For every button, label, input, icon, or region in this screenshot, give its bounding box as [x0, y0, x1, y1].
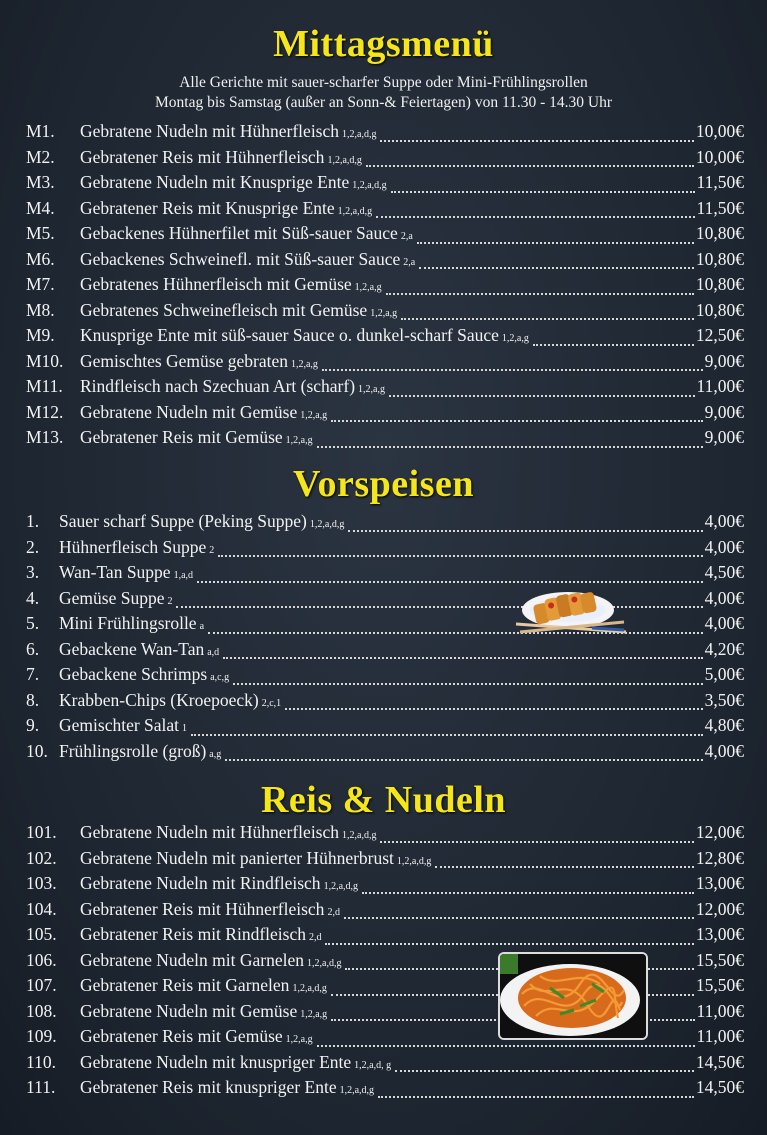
menu-item [26, 741, 744, 767]
item-number: 107. [26, 975, 57, 995]
dot-leader [191, 733, 703, 736]
item-name: Gebratener Reis mit Rindfleisch [80, 924, 306, 944]
menu-item [26, 639, 744, 665]
allergen-codes: 1,2,a,d,g [339, 1085, 375, 1096]
fried-noodles-photo [498, 952, 648, 1040]
item-name: Krabben-Chips (Kroepoeck) [59, 689, 259, 710]
dot-leader [325, 942, 693, 945]
item-number: 102. [26, 847, 57, 868]
item-price: 4,00€ [704, 511, 744, 531]
menu-item [26, 147, 744, 173]
item-name: Gebratener Reis mit Gemüse [80, 427, 283, 447]
menu-item [26, 1077, 744, 1103]
allergen-codes: 2,a [403, 256, 416, 268]
item-name: Gebratener Reis mit Hühnerfleisch [80, 898, 325, 919]
dot-leader [386, 292, 694, 295]
item-number: M6. [26, 248, 55, 269]
item-number: 6. [26, 638, 40, 659]
allergen-codes: 1,2,a,d,g [292, 983, 327, 994]
mittag-list [26, 121, 744, 453]
dot-leader [317, 1044, 695, 1047]
item-number: M4. [26, 197, 55, 218]
allergen-codes: 2 [167, 595, 173, 607]
item-price: 4,50€ [704, 562, 744, 582]
dot-leader [344, 916, 694, 919]
allergen-codes: 1,2,a,d,g [309, 519, 345, 530]
dot-leader [533, 343, 694, 346]
menu-item [26, 715, 744, 741]
menu-item [26, 300, 744, 326]
menu-item [26, 924, 744, 950]
dot-leader [225, 758, 702, 761]
item-number: 10. [26, 740, 48, 761]
allergen-codes: a,c,g [210, 672, 230, 683]
menu-item [26, 537, 744, 563]
item-number: 5. [26, 613, 40, 633]
dot-leader [362, 891, 694, 894]
allergen-codes: 1 [182, 723, 188, 734]
item-price: 13,00€ [695, 873, 744, 893]
dot-leader [401, 317, 694, 320]
item-number: 8. [26, 689, 40, 710]
item-price: 11,00€ [696, 1000, 744, 1021]
menu-item [26, 274, 744, 300]
item-number: M2. [26, 146, 55, 167]
item-price: 12,00€ [695, 898, 744, 919]
allergen-codes: 1,2,a,g [290, 358, 318, 370]
item-name: Gemüse Suppe [59, 587, 165, 608]
item-price: 10,80€ [695, 299, 744, 320]
item-name: Gemischtes Gemüse gebraten [80, 350, 288, 371]
menu-item [26, 427, 744, 453]
allergen-codes: a [199, 621, 205, 632]
item-number: 1. [26, 511, 40, 531]
item-price: 11,50€ [696, 197, 744, 218]
item-name: Gemischter Salat [59, 715, 180, 735]
allergen-codes: 1,2,a,d,g [342, 830, 377, 841]
item-number: M11. [26, 376, 63, 396]
item-name: Gebratene Nudeln mit Gemüse [80, 401, 298, 422]
item-number: 108. [26, 1000, 57, 1021]
dot-leader [380, 840, 693, 843]
item-number: M13. [26, 427, 64, 447]
item-name: Gebratener Reis mit Knusprige Ente [80, 197, 335, 218]
vorspeisen-title: Vorspeisen [293, 463, 474, 505]
mittag-title: Mittagsmenü [273, 23, 494, 65]
menu-item [26, 588, 744, 614]
item-price: 12,50€ [695, 325, 744, 345]
allergen-codes: 1,2,a,g [358, 384, 385, 395]
item-number: 7. [26, 664, 40, 684]
allergen-codes: 1,2,a,d,g [307, 957, 342, 969]
item-name: Frühlingsrolle (groß) [59, 740, 207, 761]
item-name: Gebackenes Hühnerfilet mit Süß-sauer Sauce [80, 223, 398, 243]
item-price: 10,80€ [695, 223, 744, 243]
menu-item [26, 664, 744, 690]
item-name: Knusprige Ente mit süß-sauer Sauce o. dunkel-scharf Sauce [80, 325, 499, 345]
menu-item [26, 351, 744, 377]
item-number: 106. [26, 949, 57, 970]
item-name: Gebratene Nudeln mit Gemüse [80, 1000, 298, 1021]
item-name: Gebratene Nudeln mit Garnelen [80, 949, 305, 970]
item-number: 109. [26, 1026, 57, 1046]
item-name: Mini Frühlingsrolle [59, 613, 197, 633]
allergen-codes: 2,d [308, 932, 322, 943]
item-number: M7. [26, 274, 55, 294]
dot-leader [395, 1069, 694, 1072]
item-price: 14,50€ [695, 1077, 744, 1097]
item-name: Gebackene Wan-Tan [59, 638, 205, 659]
item-price: 12,80€ [695, 847, 744, 868]
dot-leader [218, 554, 702, 557]
dot-leader [233, 682, 703, 685]
allergen-codes: 1,2,a,d,g [323, 881, 359, 892]
item-price: 9,00€ [704, 427, 744, 447]
item-number: M9. [26, 325, 55, 345]
allergen-codes: 1,2,a,g [354, 282, 382, 293]
item-name: Gebratene Nudeln mit Knusprige Ente [80, 172, 350, 192]
dot-leader [317, 445, 703, 448]
reis-title: Reis & Nudeln [260, 779, 507, 821]
vorspeisen-list [26, 511, 744, 766]
item-name: Gebackene Schrimps [59, 664, 208, 684]
menu-item [26, 198, 744, 224]
item-number: M10. [26, 350, 64, 371]
dot-leader [285, 707, 702, 710]
dot-leader [389, 394, 695, 397]
item-price: 9,00€ [704, 401, 744, 422]
item-price: 4,80€ [704, 715, 744, 735]
item-name: Gebratener Reis mit Gemüse [80, 1026, 283, 1046]
allergen-codes: 2 [209, 544, 215, 556]
menu-item [26, 325, 744, 351]
item-number: 3. [26, 562, 40, 582]
dot-leader [331, 419, 702, 422]
item-number: M1. [26, 121, 55, 141]
item-price: 10,00€ [695, 121, 744, 141]
item-name: Rindfleisch nach Szechuan Art (scharf) [80, 376, 356, 396]
allergen-codes: 1,2,a,d,g [352, 180, 387, 191]
item-price: 4,00€ [704, 587, 744, 608]
dot-leader [378, 1095, 694, 1098]
dot-leader [391, 190, 695, 193]
allergen-codes: a,g [209, 748, 222, 760]
item-name: Gebratener Reis mit Hühnerfleisch [80, 146, 325, 167]
item-price: 11,50€ [696, 172, 744, 192]
allergen-codes: 1,2,a,d,g [327, 154, 362, 166]
item-price: 14,50€ [695, 1051, 744, 1072]
dot-leader [366, 164, 694, 167]
allergen-codes: 1,a,d [173, 570, 194, 581]
item-number: 4. [26, 587, 40, 608]
item-price: 13,00€ [695, 924, 744, 944]
item-number: M12. [26, 401, 64, 422]
allergen-codes: 2,a [400, 231, 413, 242]
item-number: 110. [26, 1051, 56, 1072]
item-price: 4,00€ [704, 740, 744, 761]
item-number: 105. [26, 924, 57, 944]
item-name: Gebackenes Schweinefl. mit Süß-sauer Sauce [80, 248, 401, 269]
allergen-codes: 1,2,a,g [300, 1008, 328, 1020]
mittag-subtitle-1: Alle Gerichte mit sauer-scharfer Suppe oder Mini-Frühlingsrollen [179, 74, 588, 91]
item-number: 111. [26, 1077, 56, 1097]
allergen-codes: 2,c,1 [261, 697, 282, 709]
item-price: 5,00€ [704, 664, 744, 684]
item-number: 101. [26, 822, 57, 842]
item-name: Gebratener Reis mit Garnelen [80, 975, 290, 995]
allergen-codes: 1,2,a,g [285, 435, 313, 446]
menu-item [26, 402, 744, 428]
allergen-codes: 2,d [327, 906, 340, 918]
dot-leader [435, 865, 694, 868]
item-price: 4,20€ [704, 638, 744, 659]
item-number: 9. [26, 715, 40, 735]
dot-leader [223, 656, 702, 659]
spring-rolls-photo [512, 580, 630, 650]
item-name: Gebratene Nudeln mit Rindfleisch [80, 873, 321, 893]
item-number: 104. [26, 898, 57, 919]
item-name: Gebratener Reis mit knuspriger Ente [80, 1077, 337, 1097]
item-name: Sauer scharf Suppe (Peking Suppe) [59, 511, 307, 531]
allergen-codes: 1,2,a,d, g [354, 1059, 392, 1071]
item-price: 15,50€ [695, 949, 744, 970]
item-price: 12,00€ [695, 822, 744, 842]
item-name: Gebratene Nudeln mit panierter Hühnerbrust [80, 847, 394, 868]
item-price: 4,00€ [704, 536, 744, 557]
item-price: 11,00€ [696, 1026, 744, 1046]
allergen-codes: 1,2,a,g [285, 1034, 313, 1045]
dot-leader [419, 266, 694, 269]
item-number: M3. [26, 172, 55, 192]
item-number: M5. [26, 223, 55, 243]
item-price: 4,00€ [704, 613, 744, 633]
menu-item [26, 1052, 744, 1078]
item-price: 3,50€ [704, 689, 744, 710]
item-number: 103. [26, 873, 57, 893]
item-name: Gebratene Nudeln mit Hühnerfleisch [80, 822, 340, 842]
allergen-codes: 1,2,a,g [370, 307, 398, 319]
menu-item [26, 873, 744, 899]
item-price: 10,80€ [695, 248, 744, 269]
dot-leader [380, 139, 693, 142]
item-number: M8. [26, 299, 55, 320]
menu-item [26, 376, 744, 402]
allergen-codes: 1,2,a,d,g [337, 205, 373, 217]
item-price: 10,00€ [695, 146, 744, 167]
menu-item [26, 613, 744, 639]
item-number: 2. [26, 536, 40, 557]
item-name: Gebratenes Schweinefleisch mit Gemüse [80, 299, 368, 320]
menu-item [26, 511, 744, 537]
allergen-codes: a,d [207, 646, 220, 658]
menu-item [26, 690, 744, 716]
dot-leader [417, 241, 694, 244]
item-price: 15,50€ [695, 975, 744, 995]
menu-item [26, 172, 744, 198]
menu-item [26, 848, 744, 874]
item-price: 10,80€ [695, 274, 744, 294]
menu-item [26, 223, 744, 249]
menu-item [26, 822, 744, 848]
item-name: Wan-Tan Suppe [59, 562, 171, 582]
allergen-codes: 1,2,a,d,g [396, 855, 432, 867]
item-price: 11,00€ [696, 376, 744, 396]
allergen-codes: 1,2,a,g [501, 333, 529, 344]
menu-item [26, 249, 744, 275]
mittag-subtitle-2: Montag bis Samstag (außer an Sonn-& Feiertagen) von 11.30 - 14.30 Uhr [154, 94, 613, 111]
item-name: Gebratene Nudeln mit Hühnerfleisch [80, 121, 340, 141]
menu-item [26, 562, 744, 588]
item-name: Gebratenes Hühnerfleisch mit Gemüse [80, 274, 352, 294]
item-name: Hühnerfleisch Suppe [59, 536, 207, 557]
dot-leader [348, 529, 702, 532]
item-price: 9,00€ [704, 350, 744, 371]
menu-item [26, 899, 744, 925]
dot-leader [322, 368, 703, 371]
menu-item [26, 121, 744, 147]
item-name: Gebratene Nudeln mit knuspriger Ente [80, 1051, 352, 1072]
dot-leader [376, 215, 694, 218]
allergen-codes: 1,2,a,g [300, 409, 328, 421]
allergen-codes: 1,2,a,d,g [342, 129, 377, 140]
